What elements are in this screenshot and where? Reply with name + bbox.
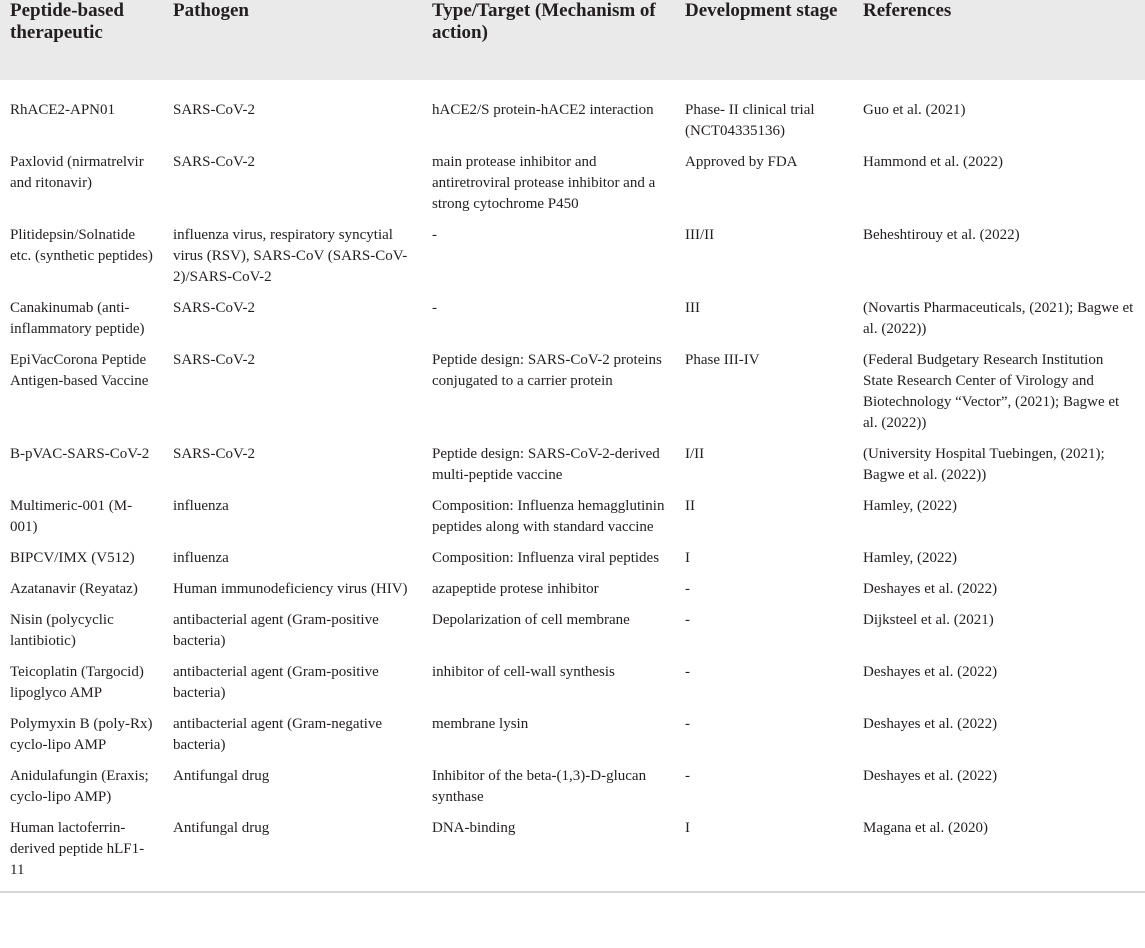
stage-cell: - <box>685 612 690 628</box>
reference-cell: Deshayes et al. (2022) <box>863 664 998 680</box>
mechanism-cell: membrane lysin <box>432 716 529 732</box>
mechanism-cell: - <box>432 300 437 316</box>
therapeutic-cell: Azatanavir (Reyataz) <box>10 581 138 597</box>
stage-cell: I/II <box>685 446 705 462</box>
therapeutic-cell: BIPCV/IMX (V512) <box>10 550 135 566</box>
therapeutic-cell: Human lactoferrin-derived peptide hLF1-11 <box>10 820 145 878</box>
pathogen-cell: Antifungal drug <box>173 768 270 784</box>
table-row <box>0 220 1145 293</box>
table-row <box>0 709 1145 761</box>
pathogen-cell: antibacterial agent (Gram-negative bacteria) <box>173 716 383 753</box>
therapeutic-cell: Canakinumab (anti-inflammatory peptide) <box>10 300 145 337</box>
mechanism-cell: hACE2/S protein-hACE2 interaction <box>432 102 654 118</box>
table-bottom-rule <box>0 891 1145 893</box>
pathogen-cell: antibacterial agent (Gram-positive bacteria) <box>173 612 379 649</box>
header-mechanism: Type/Target (Mechanism of action) <box>432 0 656 43</box>
reference-cell: Guo et al. (2021) <box>863 102 966 118</box>
stage-cell: - <box>685 716 690 732</box>
stage-cell: II <box>685 498 695 514</box>
table-row <box>0 761 1145 813</box>
header-row <box>0 0 1145 80</box>
table-row <box>0 813 1145 891</box>
reference-cell: Hammond et al. (2022) <box>863 154 1003 170</box>
reference-cell: Deshayes et al. (2022) <box>863 768 998 784</box>
table-row <box>0 439 1145 491</box>
header-references: References <box>863 0 952 21</box>
pathogen-cell: SARS-CoV-2 <box>173 154 255 170</box>
header-pathogen: Pathogen <box>173 0 249 21</box>
mechanism-cell: Inhibitor of the beta-(1,3)-D-glucan synthase <box>432 768 647 805</box>
pathogen-cell: Human immunodeficiency virus (HIV) <box>173 581 408 597</box>
table-row <box>0 543 1145 574</box>
table-row <box>0 657 1145 709</box>
mechanism-cell: Peptide design: SARS-CoV-2 proteins conjugated to a carrier protein <box>432 352 662 389</box>
pathogen-cell: Antifungal drug <box>173 820 270 836</box>
stage-cell: III/II <box>685 227 715 243</box>
therapeutic-cell: Teicoplatin (Targocid) lipoglyco AMP <box>10 664 144 701</box>
mechanism-cell: Depolarization of cell membrane <box>432 612 630 628</box>
mechanism-cell: inhibitor of cell-wall synthesis <box>432 664 615 680</box>
pathogen-cell: SARS-CoV-2 <box>173 102 255 118</box>
pathogen-cell: SARS-CoV-2 <box>173 446 255 462</box>
reference-cell: (University Hospital Tuebingen, (2021); Bagwe et al. (2022)) <box>863 446 1105 483</box>
reference-cell: Beheshtirouy et al. (2022) <box>863 227 1020 243</box>
reference-cell: Deshayes et al. (2022) <box>863 716 998 732</box>
mechanism-cell: Composition: Influenza viral peptides <box>432 550 660 566</box>
table-row <box>0 574 1145 605</box>
stage-cell: III <box>685 300 700 316</box>
mechanism-cell: - <box>432 227 437 243</box>
header-therapeutic: Peptide-based therapeutic <box>10 0 124 43</box>
pathogen-cell: SARS-CoV-2 <box>173 300 255 316</box>
table-body <box>0 80 1145 891</box>
reference-cell: (Federal Budgetary Research Institution State Research Center of Virology and Biotechnology “Vector”, (2021); Bagwe et al. (2022)) <box>863 352 1120 431</box>
stage-cell: Phase- II clinical trial (NCT04335136) <box>685 102 815 139</box>
pathogen-cell: SARS-CoV-2 <box>173 352 255 368</box>
reference-cell: Dijksteel et al. (2021) <box>863 612 994 628</box>
reference-cell: (Novartis Pharmaceuticals, (2021); Bagwe et al. (2022)) <box>863 300 1134 337</box>
stage-cell: Approved by FDA <box>685 154 798 170</box>
therapeutic-cell: Nisin (polycyclic lantibiotic) <box>10 612 114 649</box>
reference-cell: Hamley, (2022) <box>863 498 957 514</box>
therapeutic-cell: Anidulafungin (Eraxis; cyclo-lipo AMP) <box>10 768 149 805</box>
stage-cell: - <box>685 581 690 597</box>
therapeutic-cell: Plitidepsin/Solnatide etc. (synthetic peptides) <box>10 227 153 264</box>
table-row <box>0 491 1145 543</box>
reference-cell: Deshayes et al. (2022) <box>863 581 998 597</box>
table-row <box>0 80 1145 147</box>
stage-cell: - <box>685 664 690 680</box>
stage-cell: - <box>685 768 690 784</box>
mechanism-cell: main protease inhibitor and antiretroviral protease inhibitor and a strong cytochrome P450 <box>432 154 656 212</box>
stage-cell: I <box>685 550 690 566</box>
mechanism-cell: Peptide design: SARS-CoV-2-derived multi-peptide vaccine <box>432 446 660 483</box>
mechanism-cell: Composition: Influenza hemagglutinin peptides along with standard vaccine <box>432 498 665 535</box>
mechanism-cell: azapeptide protese inhibitor <box>432 581 599 597</box>
stage-cell: Phase III-IV <box>685 352 760 368</box>
pathogen-cell: influenza <box>173 498 229 514</box>
therapeutic-cell: EpiVacCorona Peptide Antigen-based Vaccine <box>10 352 149 389</box>
therapeutic-cell: Paxlovid (nirmatrelvir and ritonavir) <box>10 154 144 191</box>
reference-cell: Hamley, (2022) <box>863 550 957 566</box>
table-row <box>0 147 1145 220</box>
pathogen-cell: antibacterial agent (Gram-positive bacteria) <box>173 664 379 701</box>
table-row <box>0 293 1145 345</box>
mechanism-cell: DNA-binding <box>432 820 516 836</box>
therapeutic-cell: B-pVAC-SARS-CoV-2 <box>10 446 150 462</box>
therapeutic-cell: Multimeric-001 (M-001) <box>10 498 133 535</box>
header-stage: Development stage <box>685 0 838 21</box>
table-header <box>0 0 1145 80</box>
pathogen-cell: influenza virus, respiratory syncytial virus (RSV), SARS-CoV (SARS-CoV-2)/SARS-CoV-2 <box>173 227 408 285</box>
therapeutic-cell: RhACE2-APN01 <box>10 102 116 118</box>
reference-cell: Magana et al. (2020) <box>863 820 988 836</box>
therapeutic-cell: Polymyxin B (poly-Rx) cyclo-lipo AMP <box>10 716 153 753</box>
table-row <box>0 345 1145 439</box>
table-row <box>0 605 1145 657</box>
stage-cell: I <box>685 820 690 836</box>
pathogen-cell: influenza <box>173 550 229 566</box>
